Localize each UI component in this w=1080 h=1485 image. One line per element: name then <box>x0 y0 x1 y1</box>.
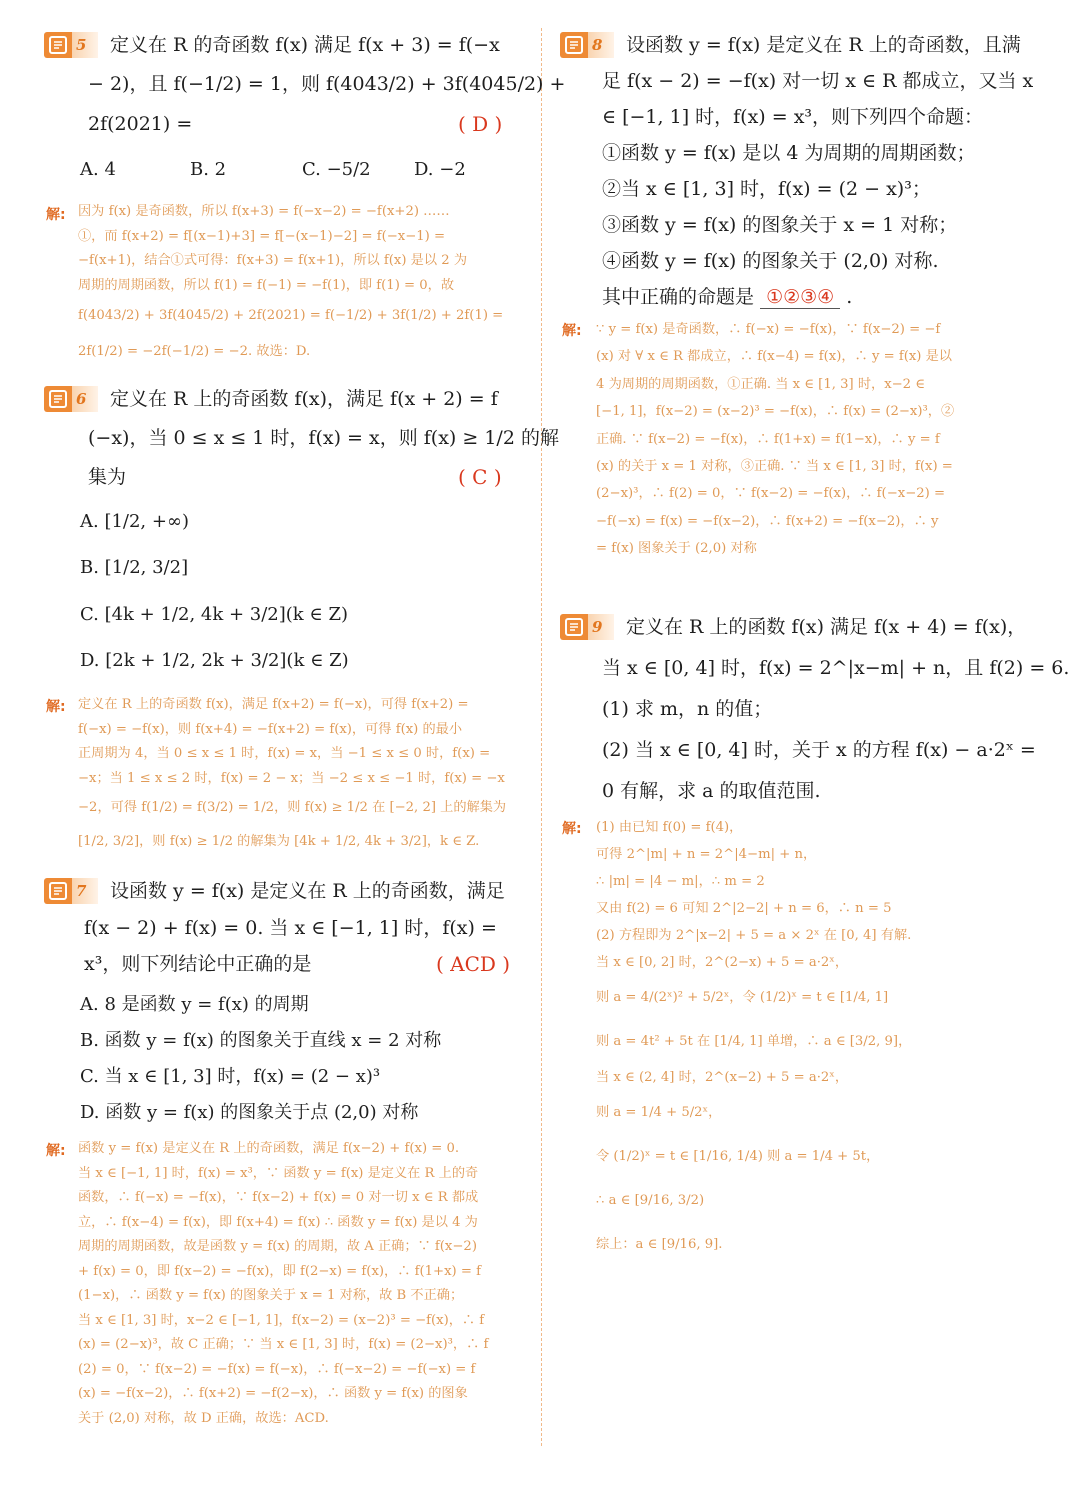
question-line: ∈ [−1, 1] 时，f(x) = x³，则下列四个命题： <box>602 106 984 128</box>
proposition-2: ②当 x ∈ [1, 3] 时，f(x) = (2 − x)³； <box>602 178 931 200</box>
option-a: A. 8 是函数 y = f(x) 的周期 <box>80 994 309 1015</box>
final-question-line: 其中正确的命题是 ①②③④ . <box>602 286 853 308</box>
solution-label: 解: <box>46 699 66 715</box>
question-line: f(x − 2) + f(x) = 0. 当 x ∈ [−1, 1] 时，f(x) = <box>84 917 497 939</box>
option-c: C. [4k + 1/2, 4k + 3/2](k ∈ Z) <box>80 604 348 625</box>
question-line: 当 x ∈ [0, 4] 时，f(x) = 2^|x−m| + n，且 f(2) = 6. <box>602 657 1070 679</box>
question-tag-icon <box>560 32 588 58</box>
solution-label: 解: <box>562 323 582 339</box>
option-d: D. [2k + 1/2, 2k + 3/2](k ∈ Z) <box>80 650 349 671</box>
solution-label: 解: <box>562 821 582 837</box>
question-tag-icon <box>560 614 588 640</box>
solution-label: 解: <box>46 1143 66 1159</box>
problem-number: 9 <box>588 614 614 640</box>
question-line: (−x)，当 0 ≤ x ≤ 1 时，f(x) = x，则 f(x) ≥ 1/2 的解 <box>88 427 559 449</box>
solution-text: (1) 由已知 f(0) = f(4)， 可得 2^|m| + n = 2^|4−m| + n， ∴ |m| = |4 − m|，∴ m = 2 又由 f(2) = 6 可知 2^|2−2| + n = 6，∴ n = 5 (2) 方程即为 2^|x−2| + 5 = a × 2ˣ 在 [0, 4] 有解. 当 x ∈ [0, 2] 时，2^(2−x) + 5 = a·2ˣ， 则 a = 4/(2ˣ)² + 5/2ˣ，令 (1/2)ˣ = t ∈ [1/4, 1] 则 a = 4t² + 5t 在 [1/4, 1] 单增，∴ a ∈ [3/2, 9]， 当 x ∈ (2, 4] 时，2^(x−2) + 5 = a·2ˣ， 则 a = 1/4 + 5/2ˣ， 令 (1/2)ˣ = t ∈ [1/16, 1/4) 则 a = 1/4 + 5t， ∴ a ∈ [9/16, 3/2) 综上：a ∈ [9/16, 9]. <box>596 820 912 1252</box>
solution-label: 解: <box>46 207 66 223</box>
solution-text: 定义在 R 上的奇函数 f(x)，满足 f(x+2) = f(−x)，可得 f(x+2) = f(−x) = −f(x)，则 f(x+4) = −f(x+2) = f(x)，可得 f(x) 的最小 正周期为 4，当 0 ≤ x ≤ 1 时，f(x) = x，当 −1 ≤ x ≤ 0 时，f(x) = −x；当 1 ≤ x ≤ 2 时，f(x) = 2 − x；当 −2 ≤ x ≤ −1 时，f(x) = −x −2，可得 f(1/2) = f(3/2) = 1/2，则 f(x) ≥ 1/2 在 [−2, 2] 上的解集为 [1/2, 3/2]，则 f(x) ≥ 1/2 的解集为 [4k + 1/2, 4k + 3/2]，k ∈ Z. <box>78 697 507 849</box>
question-line: − 2)，且 f(−1/2) = 1，则 f(4043/2) + 3f(4045/2) + <box>88 73 566 95</box>
question-tag-icon <box>44 386 72 412</box>
answer-choice: ( ACD ) <box>436 952 511 976</box>
option-d: D. −2 <box>414 159 466 180</box>
problem-number: 8 <box>588 32 614 58</box>
option-b: B. 函数 y = f(x) 的图象关于直线 x = 2 对称 <box>80 1030 442 1051</box>
option-c: C. −5/2 <box>302 159 371 180</box>
question-line: 定义在 R 上的奇函数 f(x)，满足 f(x + 2) = f <box>110 388 498 410</box>
question-line: 设函数 y = f(x) 是定义在 R 上的奇函数，满足 <box>110 880 505 902</box>
solution-text: ∵ y = f(x) 是奇函数，∴ f(−x) = −f(x)，∵ f(x−2) = −f (x) 对 ∀ x ∈ R 都成立，∴ f(x−4) = f(x)，∴ y = f(x) 是以 4 为周期的周期函数，①正确. 当 x ∈ [1, 3] 时，x−2 ∈ [−1, 1]，f(x−2) = (x−2)³ = −f(x)，∴ f(x) = (2−x)³，② 正确. ∵ f(x−2) = −f(x)，∴ f(1+x) = f(1−x)，∴ y = f (x) 的关于 x = 1 对称，③正确. ∵ 当 x ∈ [1, 3] 时，f(x) = (2−x)³，∴ f(2) = 0，∵ f(x−2) = −f(x)，∴ f(−x−2) = −f(−x) = f(x) = −f(x−2)，∴ f(x+2) = −f(x−2)，∴ y = f(x) 图象关于 (2,0) 对称 <box>596 322 955 557</box>
question-line: 设函数 y = f(x) 是定义在 R 上的奇函数，且满 <box>626 34 1021 56</box>
problem-number: 5 <box>72 32 98 58</box>
option-d: D. 函数 y = f(x) 的图象关于点 (2,0) 对称 <box>80 1102 419 1123</box>
answer-choice: ( D ) <box>458 112 503 136</box>
proposition-4: ④函数 y = f(x) 的图象关于 (2,0) 对称. <box>602 250 939 272</box>
question-line: 足 f(x − 2) = −f(x) 对一切 x ∈ R 都成立，又当 x <box>602 70 1034 92</box>
question-line: 2f(2021) = <box>88 113 193 135</box>
question-tag-icon <box>44 32 72 58</box>
question-line: x³，则下列结论中正确的是 <box>84 953 312 975</box>
question-line: 0 有解，求 a 的取值范围. <box>602 780 821 802</box>
proposition-3: ③函数 y = f(x) 的图象关于 x = 1 对称； <box>602 214 958 236</box>
option-b: B. [1/2, 3/2] <box>80 557 189 578</box>
answer-blank: ①②③④ <box>760 286 840 309</box>
problem-number: 6 <box>72 386 98 412</box>
column-divider <box>541 28 542 1446</box>
question-line: 定义在 R 的奇函数 f(x) 满足 f(x + 3) = f(−x <box>110 34 500 56</box>
answer-choice: ( C ) <box>458 465 502 489</box>
proposition-1: ①函数 y = f(x) 是以 4 为周期的周期函数； <box>602 142 976 164</box>
question-line: 集为 <box>88 466 127 488</box>
question-tag-icon <box>44 878 72 904</box>
problem-number: 7 <box>72 878 98 904</box>
question-line: 定义在 R 上的函数 f(x) 满足 f(x + 4) = f(x)， <box>626 616 1027 638</box>
option-a: A. [1/2, +∞) <box>80 511 189 532</box>
sub-question-2: (2) 当 x ∈ [0, 4] 时，关于 x 的方程 f(x) − a·2ˣ = <box>602 739 1036 761</box>
solution-text: 函数 y = f(x) 是定义在 R 上的奇函数，满足 f(x−2) + f(x) = 0. 当 x ∈ [−1, 1] 时，f(x) = x³，∵ 函数 y = f(x) 是定义在 R 上的奇 函数，∴ f(−x) = −f(x)，∵ f(x−2) + f(x) = 0 对一切 x ∈ R 都成 立，∴ f(x−4) = f(x)，即 f(x+4) = f(x) ∴ 函数 y = f(x) 是以 4 为 周期的周期函数，故是函数 y = f(x) 的周期，故 A 正确；∵ f(x−2) + f(x) = 0，即 f(x−2) = −f(x)，即 f(2−x) = f(x)，∴ f(1+x) = f (1−x)，∴ 函数 y = f(x) 的图象关于 x = 1 对称，故 B 不正确； 当 x ∈ [1, 3] 时，x−2 ∈ [−1, 1]，f(x−2) = (x−2)³ = −f(x)，∴ f (x) = (2−x)³，故 C 正确；∵ 当 x ∈ [1, 3] 时，f(x) = (2−x)³，∴ f (2) = 0，∵ f(x−2) = −f(x) = f(−x)，∴ f(−x−2) = −f(−x) = f (x) = −f(x−2)，∴ f(x+2) = −f(2−x)，∴ 函数 y = f(x) 的图象 关于 (2,0) 对称，故 D 正确，故选：ACD. <box>78 1141 489 1426</box>
option-b: B. 2 <box>190 159 227 180</box>
option-a: A. 4 <box>80 159 116 180</box>
sub-question-1: (1) 求 m，n 的值； <box>602 698 773 720</box>
solution-text: 因为 f(x) 是奇函数，所以 f(x+3) = f(−x−2) = −f(x+2) …… ①，而 f(x+2) = f[(x−1)+3] = f[−(x−1)−2] = f(−x−1) = −f(x+1)，结合①式可得：f(x+3) = f(x+1)，所以 f(x) 是以 2 为 周期的周期函数，所以 f(1) = f(−1) = −f(1)，即 f(1) = 0，故 f(4043/2) + 3f(4045/2) + 2f(2021) = f(−1/2) + 3f(1/2) + 2f(1) = 2f(1/2) = −2f(−1/2) = −2. 故选：D. <box>78 204 504 359</box>
option-c: C. 当 x ∈ [1, 3] 时，f(x) = (2 − x)³ <box>80 1066 381 1087</box>
